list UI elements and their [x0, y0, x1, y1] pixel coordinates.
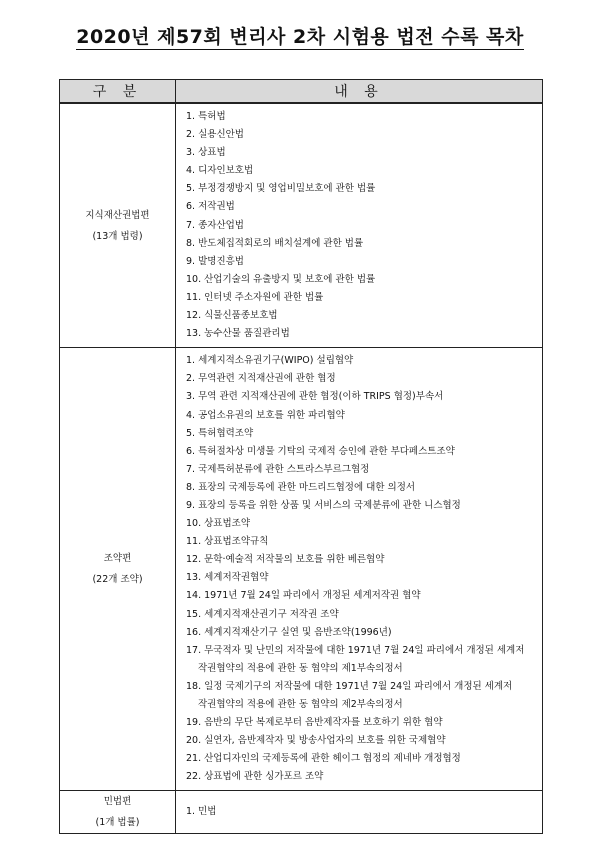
- list-item: 5. 특허협력조약: [186, 427, 254, 439]
- list-item: 4. 디자인보호법: [186, 165, 254, 177]
- list-item: 12. 문학·예술적 저작물의 보호를 위한 베른협약: [186, 554, 385, 566]
- list-item: 6. 특허절차상 미생물 기탁의 국제적 승인에 관한 부다페스트조약: [186, 445, 455, 457]
- section-items: [176, 348, 543, 791]
- page-title: [0, 22, 600, 49]
- list-item: 13. 농수산물 품질관리법: [186, 328, 290, 340]
- section-category: [60, 103, 176, 348]
- list-item: 15. 세계지적재산권기구 저작권 조약: [186, 608, 339, 620]
- list-item: 1. 민법: [186, 806, 217, 818]
- list-item: 7. 종자산업법: [186, 219, 244, 231]
- list-item: 16. 세계지적재산기구 실연 및 음반조약(1996년): [186, 626, 392, 638]
- list-item: 11. 인터넷 주소자원에 관한 법률: [186, 291, 324, 303]
- list-item: 18. 일정 국제기구의 저작물에 대한 1971년 7월 24일 파리에서 개정된 세계저: [186, 680, 513, 692]
- list-item: 9. 발명진흥법: [186, 255, 244, 267]
- list-item-continuation: 작권협약의 적용에 관한 동 협약의 제1부속의정서: [198, 662, 403, 674]
- list-item: 14. 1971년 7월 24일 파리에서 개정된 세계저작권 협약: [186, 590, 421, 602]
- list-item: 10. 산업기술의 유출방지 및 보호에 관한 법률: [186, 273, 376, 285]
- list-item: 11. 상표법조약규칙: [186, 536, 269, 548]
- list-item: 4. 공업소유권의 보호를 위한 파리협약: [186, 409, 345, 421]
- list-item: 8. 반도체집적회로의 배치설계에 관한 법률: [186, 237, 364, 249]
- header-category: 구 분: [60, 80, 176, 104]
- section-row-treaties: [60, 348, 543, 791]
- list-item: 9. 표장의 등록을 위한 상품 및 서비스의 국제분류에 관한 니스협정: [186, 499, 461, 511]
- title-text: 2020년 제57회 변리사 2차 시험용 법전 수록 목차: [76, 26, 524, 48]
- list-item: 6. 저작권법: [186, 201, 235, 213]
- header-contents: 내 용: [176, 80, 543, 104]
- section-category: [60, 791, 176, 834]
- list-item: 21. 산업디자인의 국제등록에 관한 헤이그 협정의 제네바 개정협정: [186, 753, 461, 765]
- list-item-continuation: 작권협약의 적용에 관한 동 협약의 제2부속의정서: [198, 699, 403, 710]
- list-item: 1. 세계지적소유권기구(WIPO) 설립협약: [186, 355, 354, 367]
- list-item: 22. 상표법에 관한 싱가포르 조약: [186, 771, 324, 783]
- section-name: 조약편: [103, 553, 132, 565]
- section-row-civil-law: [60, 791, 543, 834]
- list-item: 20. 실연자, 음반제작자 및 방송사업자의 보호를 위한 국제협약: [186, 735, 446, 747]
- list-item: 13. 세계저작권협약: [186, 572, 269, 584]
- section-name: 지식재산권법편: [85, 209, 150, 221]
- list-item: 19. 음반의 무단 복제로부터 음반제작자를 보호하기 위한 협약: [186, 717, 443, 729]
- section-items: [176, 103, 543, 348]
- list-item: 3. 상표법: [186, 147, 226, 159]
- contents-table: [59, 79, 543, 834]
- section-row-ip-laws: [60, 103, 543, 348]
- section-count: (1개 법률): [95, 817, 140, 829]
- list-item: 8. 표장의 국제등록에 관한 마드리드협정에 대한 의정서: [186, 481, 416, 493]
- list-item: 12. 식물신품종보호법: [186, 310, 278, 322]
- list-item: 2. 실용신안법: [186, 129, 244, 141]
- list-item: 1. 특허법: [186, 111, 226, 122]
- section-category: [60, 348, 176, 791]
- section-count: (22개 조약): [92, 574, 143, 586]
- section-items: [176, 791, 543, 834]
- list-item: 2. 무역관련 지적재산권에 관한 협정: [186, 373, 336, 385]
- section-name: 민법편: [103, 796, 132, 808]
- section-count: (13개 법령): [92, 230, 143, 242]
- list-item: 3. 무역 관련 지적재산권에 관한 협정(이하 TRIPS 협정)부속서: [186, 391, 444, 403]
- table-header-row: [60, 80, 543, 104]
- list-item: 10. 상표법조약: [186, 518, 251, 530]
- list-item: 5. 부정경쟁방지 및 영업비밀보호에 관한 법률: [186, 183, 376, 195]
- list-item: 17. 무국적자 및 난민의 저작물에 대한 1971년 7월 24일 파리에서 개정된 세계저: [186, 644, 525, 656]
- list-item: 7. 국제특허분류에 관한 스트라스부르그협정: [186, 463, 370, 475]
